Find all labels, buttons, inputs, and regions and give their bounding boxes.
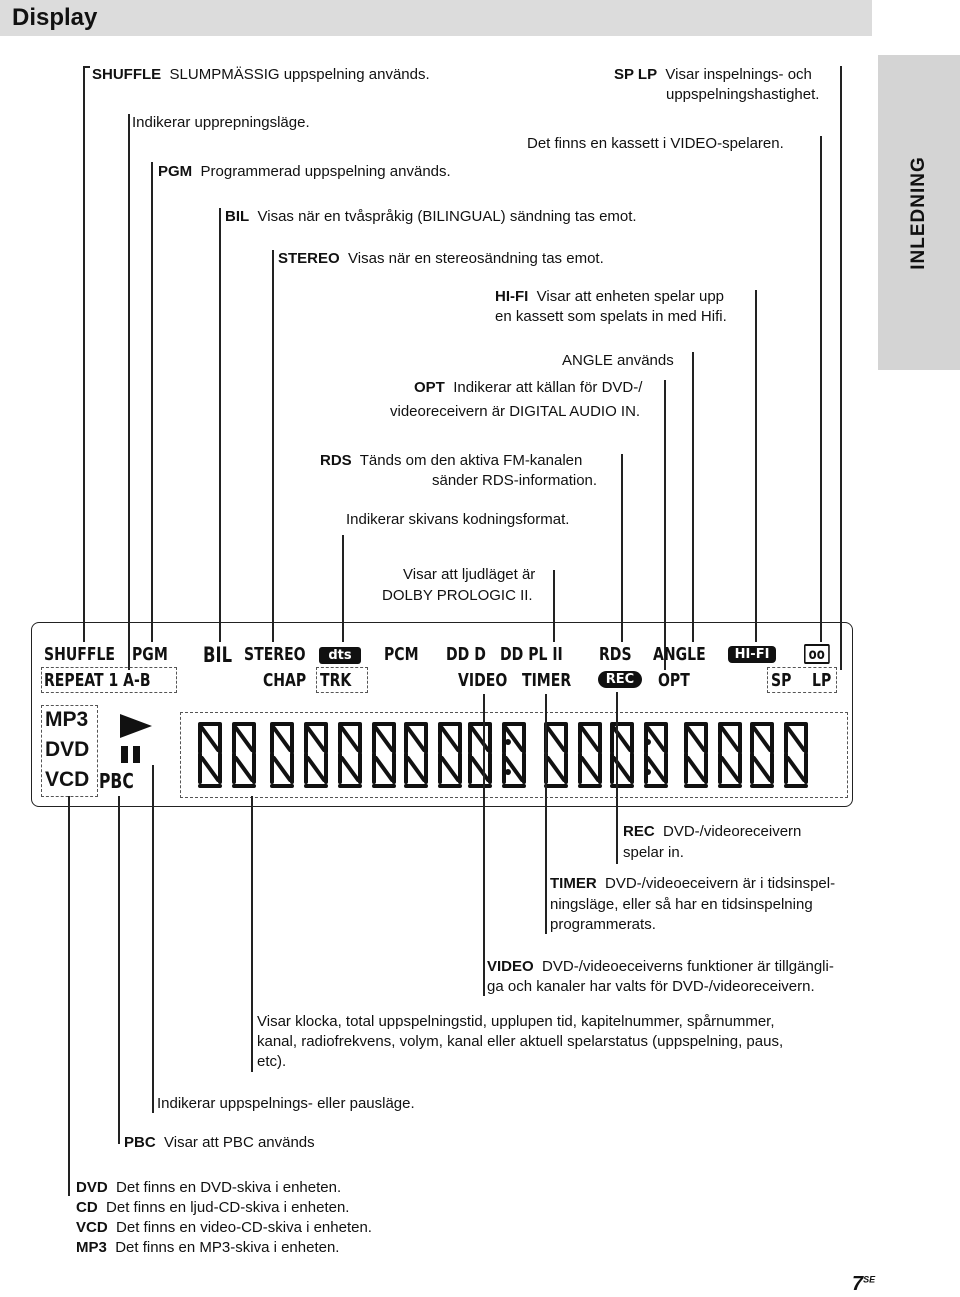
pbc-note <box>124 1133 315 1153</box>
page-number-value: 7 <box>852 1273 864 1295</box>
codec-note: Indikerar skivans kodningsformat. <box>346 511 570 528</box>
vcd-text: Det finns en video-CD-skiva i enheten. <box>116 1219 372 1236</box>
splp-key: SP LP <box>614 66 658 83</box>
ind-hifi: HI-FI <box>728 646 776 663</box>
page-suffix: SE <box>863 1274 876 1285</box>
stereo-key: STEREO <box>278 250 340 267</box>
cd-note <box>76 1198 349 1218</box>
pgm-note <box>158 162 451 182</box>
clock-note: Visar klocka, total uppspelningstid, upplupen tid, kapitelnummer, spårnummer, <box>257 1013 775 1030</box>
leader-cassette <box>820 136 822 642</box>
dolby-note: Visar att ljudläget är <box>403 566 536 583</box>
section-title: Display <box>12 4 98 31</box>
dvd-text: Det finns en DVD-skiva i enheten. <box>116 1179 342 1196</box>
opt-text-2: videoreceivern är DIGITAL AUDIO IN. <box>390 403 641 420</box>
side-tab-label: INLEDNING <box>908 155 929 270</box>
splp-box <box>767 667 837 693</box>
cd-text: Det finns en ljud-CD-skiva i enheten. <box>106 1199 350 1216</box>
opt-note <box>414 378 642 398</box>
ind-rec: REC <box>598 671 642 688</box>
pgm-text: Programmerad uppspelning används. <box>200 163 451 180</box>
rec-note <box>623 822 801 842</box>
rec-text-2: spelar in. <box>623 844 684 861</box>
rds-note <box>320 451 582 471</box>
shuffle-key: SHUFFLE <box>92 66 162 83</box>
disc-box <box>41 705 98 797</box>
ind-angle: ANGLE <box>653 644 706 665</box>
vcd-key: VCD <box>76 1219 108 1236</box>
ind-opt: OPT <box>658 670 690 691</box>
mp3-text: Det finns en MP3-skiva i enheten. <box>115 1239 340 1256</box>
leader-bil <box>219 208 221 642</box>
ind-pcm: PCM <box>384 644 419 665</box>
segment-digits <box>190 716 840 794</box>
splp-text: Visar inspelnings- och <box>665 66 812 83</box>
leader-pgm <box>151 162 153 642</box>
ind-vcd: VCD <box>45 768 90 791</box>
rec-key: REC <box>623 823 655 840</box>
play-pause-icon <box>116 712 156 764</box>
bil-key: BIL <box>225 208 250 225</box>
leader-shuffle-tick <box>83 66 90 68</box>
leader-splp <box>840 66 842 670</box>
vcd-note <box>76 1218 372 1238</box>
trk-box <box>316 667 368 693</box>
dvd-note <box>76 1178 341 1198</box>
shuffle-note <box>92 65 430 85</box>
page-number <box>852 1273 875 1296</box>
cd-key: CD <box>76 1199 98 1216</box>
pbc-text: Visar att PBC används <box>164 1134 315 1151</box>
timer-text: DVD-/videoeceivern är i tidsinspel- <box>605 875 836 892</box>
ind-stereo: STEREO <box>244 644 306 665</box>
mp3-note <box>76 1238 339 1258</box>
timer-text-2: ningsläge, eller så har en tidsinspelning <box>550 896 813 913</box>
rec-text: DVD-/videoreceivern <box>663 823 802 840</box>
pgm-key: PGM <box>158 163 193 180</box>
timer-key: TIMER <box>550 875 597 892</box>
repeat-note: Indikerar upprepningsläge. <box>132 114 310 131</box>
hifi-text-2: en kassett som spelats in med Hifi. <box>495 308 727 325</box>
video-key: VIDEO <box>487 958 534 975</box>
ind-lp: LP <box>812 670 832 691</box>
rds-text: Tänds om den aktiva FM-kanalen <box>359 452 583 469</box>
ind-bil: BIL <box>203 643 233 667</box>
mp3-key: MP3 <box>76 1239 107 1256</box>
ind-pbc: PBC <box>99 769 134 793</box>
ind-repeat: REPEAT 1 A-B <box>44 670 151 691</box>
ind-rds: RDS <box>599 644 632 665</box>
shuffle-text: SLUMPMÄSSIG uppspelning används. <box>169 66 430 83</box>
splp-text-2: uppspelningshastighet. <box>666 86 820 103</box>
leader-rds <box>621 454 623 642</box>
ind-trk: TRK <box>320 670 352 691</box>
opt-text: Indikerar att källan för DVD-/ <box>453 379 643 396</box>
leader-timer <box>545 694 547 934</box>
play-note: Indikerar uppspelnings- eller pausläge. <box>157 1095 415 1112</box>
opt-key: OPT <box>414 379 445 396</box>
dolby-note-2: DOLBY PROLOGIC II. <box>382 587 533 604</box>
dvd-key: DVD <box>76 1179 108 1196</box>
leader-hifi <box>755 290 757 642</box>
bil-text: Visas när en tvåspråkig (BILINGUAL) sändning tas emot. <box>257 208 637 225</box>
leader-repeat <box>128 114 130 670</box>
leader-play <box>152 765 154 1113</box>
clock-note-3: etc). <box>257 1053 287 1070</box>
repeat-box <box>41 667 177 693</box>
rds-text-2: sänder RDS-information. <box>432 472 598 489</box>
stereo-note <box>278 249 604 269</box>
ind-mp3: MP3 <box>45 708 89 731</box>
leader-clock <box>251 796 253 1072</box>
splp-note <box>614 65 812 85</box>
leader-shuffle <box>83 66 85 642</box>
ind-shuffle: SHUFFLE <box>44 644 115 665</box>
hifi-note <box>495 287 724 307</box>
ind-dolby-pl2: DD PL II <box>500 644 563 665</box>
ind-dolby-digital: DD D <box>446 644 486 665</box>
hifi-text: Visar att enheten spelar upp <box>536 288 725 305</box>
video-text-2: ga och kanaler har valts för DVD-/videoreceivern. <box>487 978 815 995</box>
leader-discs <box>68 796 70 1196</box>
ind-timer: TIMER <box>522 670 572 691</box>
leader-rec <box>616 692 618 864</box>
timer-note <box>550 874 835 894</box>
rds-key: RDS <box>320 452 352 469</box>
leader-angle <box>692 352 694 642</box>
video-note <box>487 957 834 977</box>
stereo-text: Visas när en stereosändning tas emot. <box>348 250 604 267</box>
ind-sp: SP <box>771 670 792 691</box>
video-text: DVD-/videoeceiverns funktioner är tillgängli- <box>542 958 834 975</box>
bil-note <box>225 207 637 227</box>
timer-text-3: programmerats. <box>550 916 656 933</box>
leader-stereo <box>272 250 274 642</box>
side-tab <box>878 55 960 370</box>
cassette-icon: oo <box>804 644 829 664</box>
ind-video: VIDEO <box>458 670 508 691</box>
pbc-key: PBC <box>124 1134 156 1151</box>
section-header <box>0 0 872 36</box>
angle-note: ANGLE används <box>562 352 674 369</box>
leader-pbc <box>118 796 120 1144</box>
ind-dvd: DVD <box>45 738 90 761</box>
ind-dts: dts <box>319 647 361 664</box>
leader-video <box>483 694 485 996</box>
cassette-note: Det finns en kassett i VIDEO-spelaren. <box>527 135 784 152</box>
hifi-key: HI-FI <box>495 288 529 305</box>
clock-note-2: kanal, radiofrekvens, volym, kanal eller aktuell spelarstatus (uppspelning, paus, <box>257 1033 784 1050</box>
ind-chap: CHAP <box>263 670 307 691</box>
ind-pgm: PGM <box>132 644 168 665</box>
